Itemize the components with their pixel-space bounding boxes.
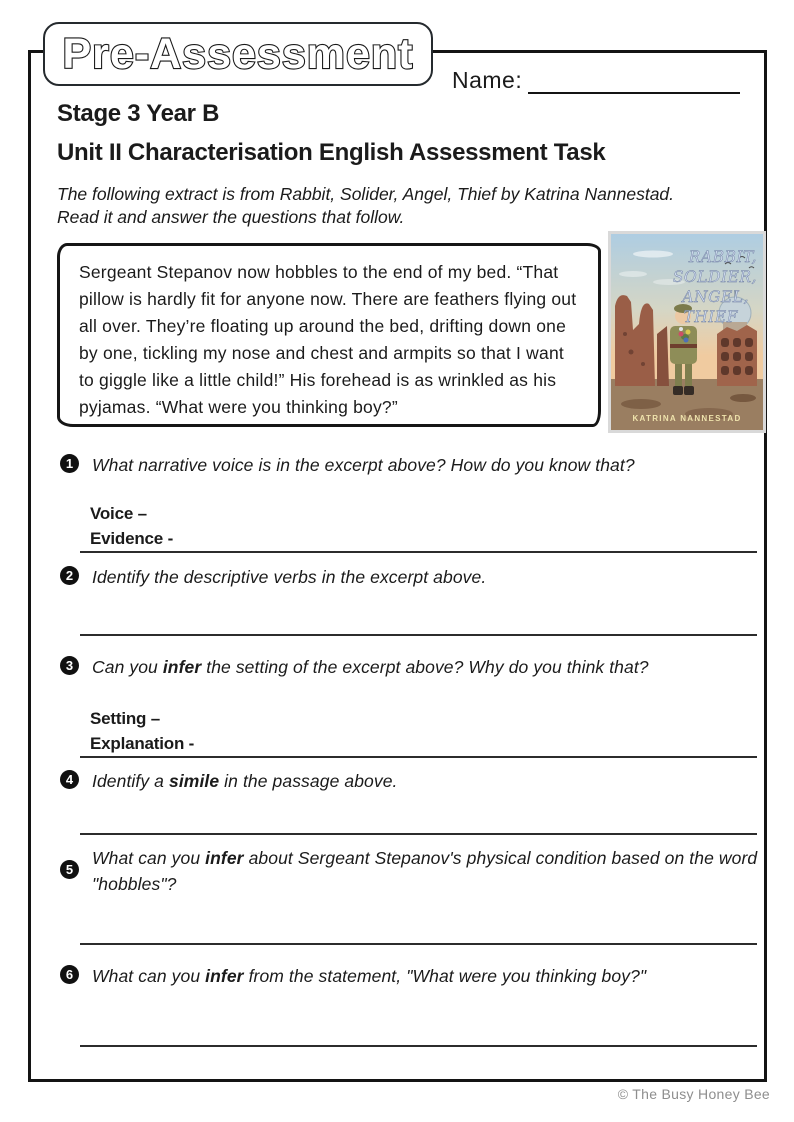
question-text-segment: about Sergeant Stepanov's physical condition based on the word "hobbles"? (92, 848, 758, 894)
question-5-text (92, 845, 762, 897)
question-3 (60, 654, 762, 680)
question-text-segment: Can you (92, 657, 163, 677)
name-fill-in-line (528, 66, 740, 94)
question-6-text (92, 963, 762, 989)
pre-assessment-badge-label: Pre-Assessment (62, 29, 414, 78)
brick-hole (623, 332, 627, 336)
tower-windows (721, 338, 753, 375)
name-row (452, 66, 740, 94)
question-text-segment: Identify the descriptive verbs in the excerpt above. (92, 567, 487, 587)
question-1-answer-labels (90, 501, 173, 551)
cover-author: KATRINA NANNESTAD (632, 414, 742, 423)
book-cover (608, 231, 766, 433)
cover-title-line-1: RABBIT, (688, 248, 757, 266)
question-text-segment: in the passage above. (219, 771, 398, 791)
explanation-label: Explanation - (90, 734, 195, 753)
question-3-text (92, 654, 762, 680)
question-4-text (92, 768, 762, 794)
question-text-segment: What can you (92, 848, 206, 868)
question-text-segment: infer (162, 657, 202, 677)
question-1-number-badge: 1 (60, 454, 79, 473)
intro-instructions (57, 183, 674, 229)
question-4-number-badge: 4 (60, 770, 79, 789)
cloud (633, 251, 673, 258)
question-2-number-badge: 2 (60, 566, 79, 585)
question-4 (60, 768, 762, 794)
cover-title-line-4: THIEF (683, 308, 738, 326)
question-6-answer-line (80, 1045, 757, 1047)
question-2-answer-line (80, 634, 757, 636)
rubble (730, 394, 756, 402)
question-text-segment: infer (205, 848, 244, 868)
question-text-segment: the setting of the excerpt above? Why do you think that? (201, 657, 649, 677)
ruined-wall (657, 326, 669, 386)
cloud (619, 271, 647, 277)
question-text-segment: Identify a (92, 771, 169, 791)
pre-assessment-badge (43, 22, 433, 86)
intro-line-2: Read it and answer the questions that follow. (57, 207, 405, 227)
question-5-answer-line (80, 943, 757, 945)
question-text-segment: What can you (92, 966, 206, 986)
question-1-text (92, 452, 762, 478)
stage-title: Stage 3 Year B (57, 100, 220, 127)
question-2 (60, 564, 762, 590)
question-5 (60, 845, 762, 897)
book-cover-art (611, 234, 763, 430)
brick-hole (629, 350, 634, 355)
extract-text: Sergeant Stepanov now hobbles to the end of my bed. “That pillow is hardly fit for anyone now. There are feathers flying out all over. They’re floating up around the bed, drifting down one by one, tickling my nose and chest and armpits so that I want to giggle like a little child!” His forehead is as wrinkled as his pyjamas. “What were you thinking boy?” (79, 262, 577, 417)
extract-box (57, 243, 601, 427)
question-text-segment: What narrative voice is in the excerpt above? How do you know that? (92, 455, 635, 475)
question-text-segment: simile (168, 771, 220, 791)
question-2-text (92, 564, 762, 590)
intro-line-1: The following extract is from Rabbit, Solider, Angel, Thief by Katrina Nannestad. (57, 184, 675, 204)
question-1-answer-line (80, 551, 757, 553)
question-3-answer-labels (90, 706, 194, 756)
question-text-segment: from the statement, "What were you thinking boy?" (243, 966, 647, 986)
brick-hole (641, 362, 645, 366)
voice-label: Voice – (90, 504, 147, 523)
name-label: Name: (452, 67, 523, 93)
question-4-answer-line (80, 833, 757, 835)
question-6-number-badge: 6 (60, 965, 79, 984)
question-5-number-badge: 5 (60, 860, 79, 879)
unit-title: Unit II Characterisation English Assessment Task (57, 139, 606, 166)
setting-label: Setting – (90, 709, 160, 728)
cover-title-line-2: SOLDIER, (672, 268, 757, 286)
evidence-label: Evidence - (90, 529, 174, 548)
copyright-credit: © The Busy Honey Bee (617, 1086, 770, 1102)
question-3-answer-line (80, 756, 757, 758)
rubble (621, 399, 661, 409)
question-3-number-badge: 3 (60, 656, 79, 675)
question-text-segment: infer (205, 966, 244, 986)
question-1 (60, 452, 762, 478)
cover-title-line-3: ANGEL, (682, 288, 749, 306)
question-6 (60, 963, 762, 989)
